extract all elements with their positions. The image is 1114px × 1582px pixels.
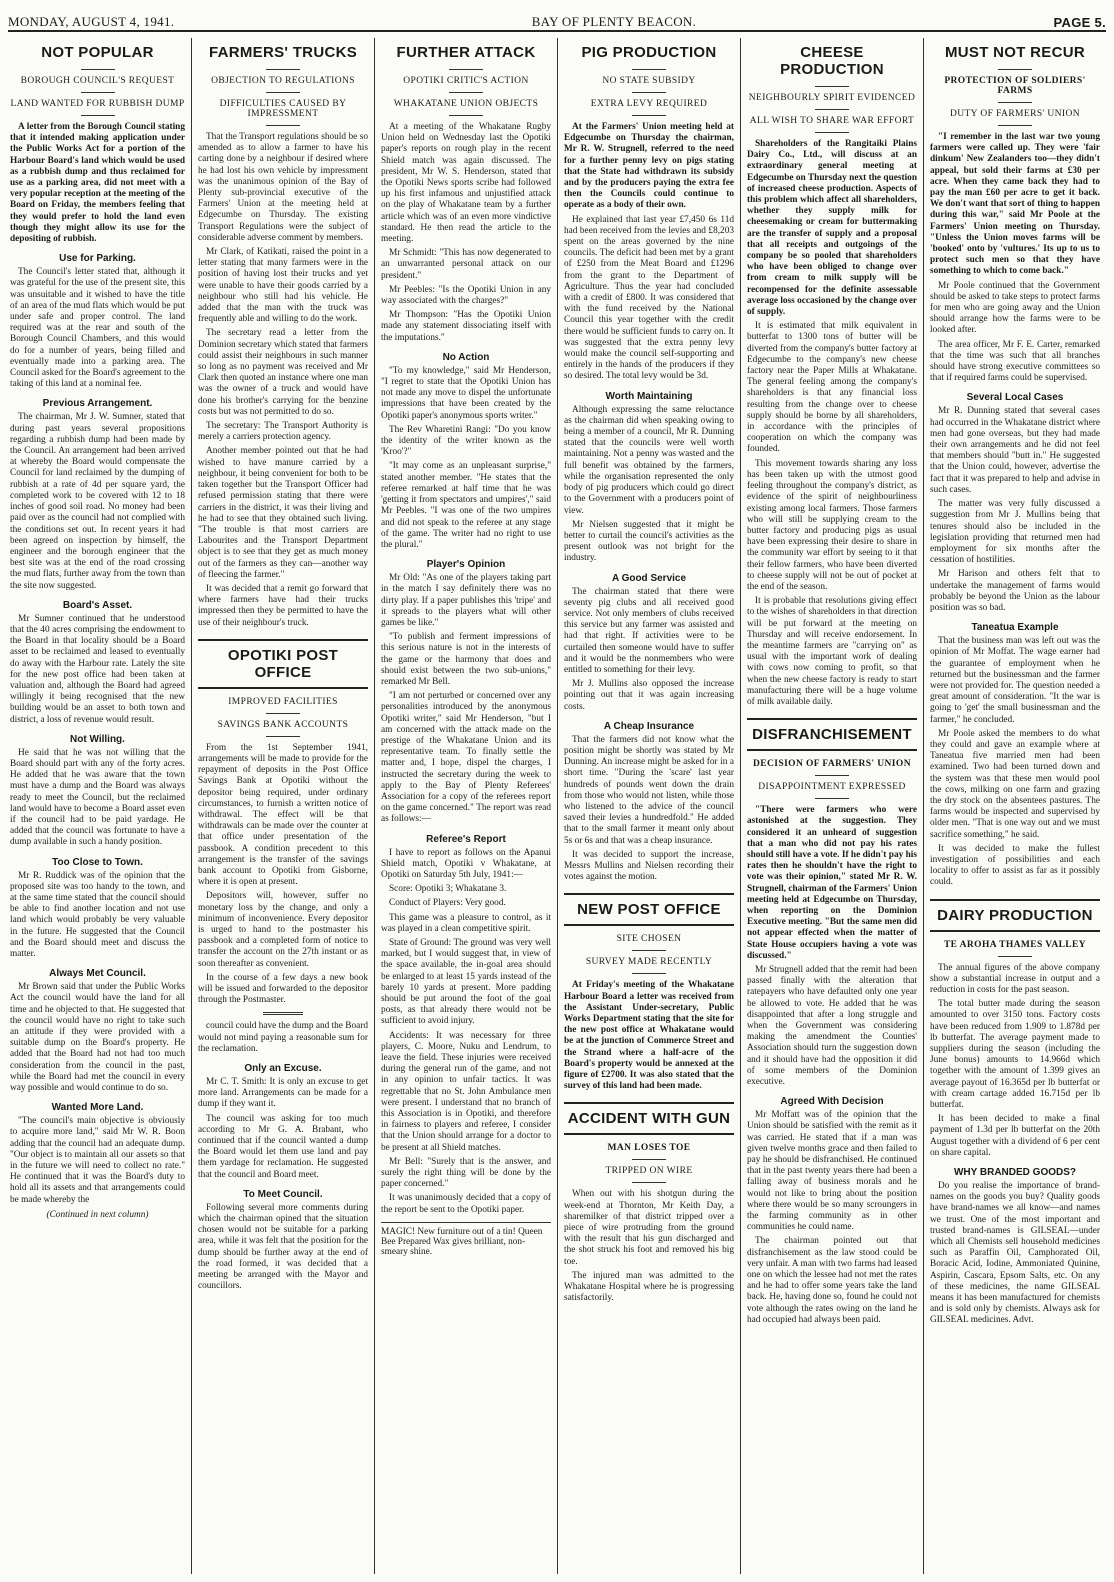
section-heading: Always Met Council. — [49, 968, 146, 980]
paragraph: I have to report as follows on the Apanui Shield match, Opotiki v Whakatane, at Opotiki on Saturday 5th July, 1941:— — [381, 847, 551, 880]
paragraph: Mr Old: "As one of the players taking part in the match I say definitely there was no dirty play. If a paper publishes this 'tripe' and it spreads to the players what will other games be like." — [381, 573, 551, 628]
paragraph: The council was asking for too much according to Mr G. A. Brabant, who continued that if the council wanted a dump the Board would let them use land and pay them yardage for reclamation. He suggested that the council and Board meet. — [198, 1113, 368, 1180]
paragraph: The secretary read a letter from the Dominion secretary which stated that farmers could assist their neighbours in such manner so long as no payment was received and Mr Clark then quoted an instance where one man was the owner of a truck and would have done his brother's carrying for the benzine costs but was not permitted to do so. — [198, 328, 368, 417]
column-5 — [740, 38, 923, 1574]
subhead: OBJECTION TO REGULATIONS — [211, 76, 355, 86]
paragraph: It is probable that resolutions giving effect to the wishes of shareholders in that direction will be put forward at the meeting on Thursday and will receive endorsement. In the meantime farmers are "carrying on" as usual with the important work of dealing with cows now coming to profit, so that when the new cheese factory is ready to start manufacturing there will be a huge volume of milk available daily. — [747, 596, 917, 707]
paragraph: "To publish and ferment impressions of this serious nature is not in the interests of the game or the harmony that does and should exist between the two sub-unions," remarked Mr Bell. — [381, 632, 551, 687]
paragraph: The chairman stated that there were seventy pig clubs and all received good service. Not only members of clubs received this service but any farmer was assisted and had that right. If activities were to be curtailed then someone would have to suffer and it would be the nonmembers who were entitled to something for their levy. — [564, 586, 734, 675]
divider — [815, 109, 849, 110]
masthead — [8, 8, 1106, 32]
paragraph: Accidents: It was necessary for three players, C. Moore, Nuku and Lendrum, to leave the field. These injuries were received during the general run of the game, and not in any opinion to unfair tactics. It was regrettable that no St. John Ambulance men were present. I understand that no branch of this Association is in Opotiki, and therefore in fairness to players and referee, I consider that the Union should arrange for a doctor to be present at all Shield matches. — [381, 1030, 551, 1153]
subhead: MAN LOSES TOE — [607, 1143, 691, 1154]
paragraph: The chairman pointed out that disfranchisement as the law stood could be very unfair. A man with two farms had leased one on which the lessee had not met the rates and he had to offer some years take the land back. He, having done so, found he could not vote although the rates owing on the land he had occupied had always been paid. — [747, 1236, 917, 1325]
section-heading: To Meet Council. — [243, 1188, 323, 1200]
paragraph: Mr Poole continued that the Government should be asked to take steps to protect farms for men who are going away and the Union should arrange how the farms were to be looked after. — [930, 280, 1100, 336]
continued-note: (Continued in next column) — [46, 1209, 149, 1220]
paragraph: It is estimated that milk equivalent in butterfat to 1300 tons of butter will be diverted from the company's butter factory at Edgecumbe to the company's new cheese factory near the Paper Mills at Whakatane. The general feeling among the company's shareholders is that any financial loss resulting from the change over to cheese supply should be borne by all shareholders, in accordance with the principles of cooperation on which the company was founded. — [747, 321, 917, 455]
paragraph: The area officer, Mr F. E. Carter, remarked that the time was such that all branches should have strong executive committees so that if required farms could be supervised. — [930, 339, 1100, 384]
paragraph: Mr Poole asked the members to do what they could and gave an example where at Taneatua five married men had been examined. Two had been turned down and the system was that these men would pool the cows, milking on one farm and grazing the dry stock on the absentees pastures. The farms would be inspected and supervised by older men. "That is one way out and we must sacrifice something," he said. — [930, 728, 1100, 840]
subhead: LAND WANTED FOR RUBBISH DUMP — [10, 99, 185, 109]
divider — [632, 69, 666, 70]
paragraph: Mr Moffatt was of the opinion that the Union should be satisfied with the remit as it was carried. He stated that if a man was given twelve months grace and then failed to pay he should be disfranchised. He continued that in the past twenty years there had been a falling away of business morals and he would not like to bring about the position where there would be so many scroungers in the farming community as in other communities he could name. — [747, 1110, 917, 1233]
paragraph: Mr Thompson: "Has the Opotiki Union made any statement dissociating itself with the imputations." — [381, 310, 551, 343]
paragraph: Mr Brown said that under the Public Works Act the council would have the land for all time and he objected to that. He suggested that the council would have no right to take such an attitude if they were provided with a suitable dump on the Board's property. He added that the Board had not had too much consideration from the council in the past, while the Board had met the council in every way possible and would continue to do so. — [10, 982, 185, 1094]
subhead: DISAPPOINTMENT EXPRESSED — [758, 782, 906, 793]
headline-further-attack: FURTHER ATTACK — [396, 44, 536, 61]
advertisement: Do you realise the importance of brand-names on the goods you buy? Quality goods have brand-names we all know—and names we trust. One of the most important and trusted brand-names is GILSEAL—under which all Chemists sell household medicines such as Paraffin Oil, Camphorated Oil, Boracic Acid, Iodine, Ammoniated Quinine, Aspirin, Cascara, Epsom Salts, etc. On any of these medicines, the name GILSEAL means it has been manufactured for chemists and is sold only by chemists. Always ask for GILSEAL medicines. Advt. — [930, 1181, 1100, 1326]
subhead: PROTECTION OF SOLDIERS' FARMS — [944, 76, 1086, 96]
divider — [815, 86, 849, 87]
section-heading: A Good Service — [611, 572, 687, 584]
divider — [632, 1182, 666, 1183]
paragraph: Mr C. T. Smith: It is only an excuse to get more land. Arrangements can be made for a dump if they want it. — [198, 1077, 368, 1110]
divider — [266, 713, 300, 714]
section-heading: Wanted More Land. — [51, 1102, 144, 1114]
divider — [266, 92, 300, 93]
subhead: SITE CHOSEN — [616, 934, 682, 945]
divider — [632, 1159, 666, 1160]
section-heading: Worth Maintaining — [605, 390, 693, 402]
paragraph: That the business man was left out was the opinion of Mr Moffat. The wage earner had the guarantee of employment when he returned but the businessman and the farmer were not provided for. The question needed a great amount of consideration. "It the war is going to 'get' the small businessman and the farmer," he concluded. — [930, 636, 1100, 725]
paragraph: Following several more comments during which the chairman opined that the situation chosen would not be suitable for a parking area, while it was felt that the position for the dump should be further away at the end of the road formed, it was decided that a meeting be arranged with the Mayor and councillors. — [198, 1202, 368, 1292]
paragraph: council could have the dump and the Board would not mind paying a reasonable sum for the reclamation. — [198, 1021, 368, 1054]
section-heading: Not Willing. — [70, 733, 125, 745]
divider — [815, 132, 849, 133]
section-heading: WHY BRANDED GOODS? — [953, 1167, 1077, 1179]
paragraph: State of Ground: The ground was very well marked, but I would suggest that, in view of the space available, the in-goal area should be enlarged to at least 15 yards instead of the barely 10 yards at present. More padding should be put around the foot of the goal posts, as that already there would not be sufficient to avoid injury. — [381, 938, 551, 1027]
subhead: NO STATE SUBSIDY — [602, 76, 696, 86]
paragraph: At a meeting of the Whakatane Rugby Union held on Wednesday last the Opotiki paper's reports on rough play in the recent Shield match was again discussed. The president, Mr W. S. Henderson, stated that the Opotiki News sports scribe had followed up his first infamous and unjustified attack on the play of Whakatane team by a further article which was of an even more vindictive standard. He then read the article to the meeting. — [381, 122, 551, 245]
paragraph: Mr Sumner continued that he understood that the 40 acres comprising the endowment to the Board in that locality should be a Board asset to be reclaimed and leased to eventually do away with the Harbour rate. Lately the site for the new post office had been taken at valuation and, although the Board had agreed willingly it being recognised that the new building would be an asset to both town and district, a loss of revenue would result. — [10, 613, 185, 725]
section-heading: Taneatua Example — [971, 622, 1059, 634]
subhead: DUTY OF FARMERS' UNION — [949, 109, 1081, 119]
paragraph: Although expressing the same reluctance as the chairman did when speaking owing to being a member of a council, Mr R. Dunning stated that the councils were well worth maintaining. Not a penny was wasted and the full benefit was obtained by the farmers, while the organisation represented the only body of pig producers which could go direct to the Government with a producers point of view. — [564, 404, 734, 516]
divider — [998, 102, 1032, 103]
subhead: NEIGHBOURLY SPIRIT EVIDENCED — [748, 93, 916, 103]
paragraph: When out with his shotgun during the week-end at Thornton, Mr Keith Day, a sharemilker of that district tripped over a piece of wire protruding from the ground with the result that his gun discharged and the shot struck his foot and removed his big toe. — [564, 1189, 734, 1267]
subhead: BOROUGH COUNCIL'S REQUEST — [20, 76, 175, 86]
subhead: OPOTIKI CRITIC'S ACTION — [403, 76, 529, 86]
paragraph: The Council's letter stated that, although it was grateful for the use of the present site, this was unsuitable and it wished to have the title of an area of the mud flats which would be put under safe and proper control. The land required was at the rear and south of the Borough Council Chambers, and this would do for a number of years, being filled and eventually made into a parking area. The Council asked for the Board's agreement to the taking of this land at a nominal fee. — [10, 267, 185, 390]
subhead: SURVEY MADE RECENTLY — [585, 957, 713, 968]
section-heading: Use for Parking. — [59, 253, 136, 265]
advertisement: MAGIC! New furniture out of a tin! Queen Bee Prepared Wax gives brilliant, non-smeary shine. — [381, 1222, 551, 1257]
paper-name: BAY OF PLENTY BEACON. — [531, 14, 697, 29]
subhead: TRIPPED ON WIRE — [605, 1166, 693, 1177]
section-heading: Only an Excuse. — [244, 1063, 322, 1075]
paragraph: It was decided to make the fullest investigation of possibilities and each locality to offer to assist as far as it possibly could. — [930, 843, 1100, 888]
paragraph: The chairman, Mr J. W. Sumner, stated that during past years several propositions regarding a rubbish dump had been made by the Council. An arrangement had been arrived at whereby the Board would compensate the Council for land reclaimed by the dumping of rubbish at a rate of 4d per square yard, the completed work to be covered with 12 to 18 inches of good soil road. No money had been paid over as the council had not complied with the conditions set out. In recent years it had been agreed on inspection by himself, the engineer and the borough engineer that the best site was at the end of the road crossing the mud flats, further away from the town than the site now suggested. — [10, 412, 185, 591]
subhead: TE AROHA THAMES VALLEY — [943, 939, 1087, 950]
divider — [266, 69, 300, 70]
subhead: DECISION OF FARMERS' UNION — [753, 759, 911, 770]
article-lead: At Friday's meeting of the Whakatane Harbour Board a letter was received from the Assistant Under-secretary, Public Works Department stating that the site for the new post office at Whakatane would be at the junction of Commerce Street and the Strand where a half-acre of the Board's property would be annexed at the figure of £2700. It was also stated that the survey of this land had been made. — [564, 980, 734, 1092]
paragraph: The Rev Wharetini Rangi: "Do you know the identity of the writer known as the 'Kroo'?" — [381, 424, 551, 458]
issue-date: MONDAY, AUGUST 4, 1941. — [8, 14, 175, 29]
headline-must-not-recur: MUST NOT RECUR — [944, 44, 1086, 61]
divider — [266, 736, 300, 737]
divider — [449, 92, 483, 93]
divider — [449, 69, 483, 70]
paragraph: The secretary: The Transport Authority is merely a carriers protection agency. — [198, 421, 368, 443]
paragraph: "It may come as an unpleasant surprise," stated another member. "He states that the referee remarked at half time that he was 'getting it from spectators and umpires'," said Mr Peebles. "I was one of the two umpires and did not speak to the referee at any stage of the game. The writer had no right to use the plural." — [381, 461, 551, 550]
divider — [998, 125, 1032, 126]
column-1 — [8, 38, 191, 1574]
divider — [81, 115, 115, 116]
divider — [449, 115, 483, 116]
paragraph: From the 1st September 1941, arrangements will be made to provide for the repayment of deposits in the Post Office Savings Bank at Opotiki without the depositor being required, under ordinary circumstances, to furnish a written notice of withdrawal. The effect will be that withdrawals can be made over the counter at that office under presentation of the passbook. A condition precedent to this arrangement is the transfer of the savings bank account to Opotiki from Gisborne, where it is open at present. — [198, 742, 368, 888]
section-heading: Too Close to Town. — [52, 856, 143, 868]
paragraph: The matter was very fully discussed a suggestion from Mr J. Mullins being that tenures should also be included in the legislation providing that returned men had employment for six months after the cessation of hostilities. — [930, 499, 1100, 566]
subhead: DIFFICULTIES CAUSED BY IMPRESSMENT — [219, 99, 347, 119]
paragraph: "To my knowledge," said Mr Henderson, "I regret to state that the Opotiki Union has not made any move to dispel the unfortunate impressions that have been created by the Opotiki paper's anonymous sports writer." — [381, 365, 551, 421]
paragraph: "I am not perturbed or concerned over any personalities introduced by the anonymous Opotiki writer," said Mr Henderson, "but I am concerned with the attack made on the prestige of the Whakatane Union and its representative team. To finally settle the matter and, I hope, dispel the charges, I instructed the secretary during the week to apply to the Bay of Plenty Referees' Association for a copy of the referees report on the game concerned." The report was read as follows:— — [381, 691, 551, 825]
headline-farmers-trucks: FARMERS' TRUCKS — [208, 44, 358, 61]
section-heading: Several Local Cases — [966, 392, 1064, 404]
column-6 — [923, 38, 1106, 1574]
paragraph: Mr Strugnell added that the remit had been passed finally with the alteration that ratepayers who have defaulted only one year be allowed to vote. He added that he was disappointed that after a long struggle and when the Government was considering making the amendment the Counties' Association should turn the suggestion down and it should have had the opposition it did of some members of the Dominion executive. — [747, 965, 917, 1088]
article-lead: At the Farmers' Union meeting held at Edgecumbe on Thursday the chairman, Mr R. W. Strugnell, referred to the need for a further penny levy on pigs stating that the State had withdrawn its subsidy and by the producers paying the extra fee then the Councils could continue to operate as a body of their own. — [564, 122, 734, 211]
divider — [81, 92, 115, 93]
divider — [815, 775, 849, 776]
paragraph: It has been decided to make a final payment of 1.3d per lb butterfat on the 20th August together with a dividend of 6 per cent on share capital. — [930, 1114, 1100, 1158]
paragraph: Mr Nielsen suggested that it might be better to curtail the council's activities as the present outlook was not bright for the industry. — [564, 519, 734, 564]
paragraph: It was unanimously decided that a copy of the report be sent to the Opotiki paper. — [381, 1193, 551, 1215]
divider — [81, 69, 115, 70]
subhead: WHAKATANE UNION OBJECTS — [393, 99, 539, 109]
article-lead: That the Transport regulations should be so amended as to allow a farmer to have his carting done by a neighbour if desired where he had lost his own vehicle by impressment was the unanimous opinion of the Bay of Plenty sub-provincial executive of the Farmers' Union at the meeting held at Edgecumbe on Thursday. The existing Transport Regulations were the subject of considerable adverse comment by members. — [198, 132, 368, 243]
paragraph: Another member pointed out that he had wished to have manure carried by a neighbour, it being convenient for both to be taken together but the Transport Officer had refused permission stating that there were carriers in the district, it was their living and he had to see that they obtained such living. "The trouble is that most carriers are Labourites and the Transport Department object is to see that they get as much money out of the farmers as they can—another way of fleecing the farmer." — [198, 446, 368, 580]
headline-not-popular: NOT POPULAR — [41, 44, 154, 61]
paragraph: Mr J. Mullins also opposed the increase pointing out that it was again increasing costs. — [564, 679, 734, 712]
article-lead: A letter from the Borough Council stating that it intended making application under the Public Works Act for a portion of the Harbour Board's land which would be used as a rubbish dump and thus reclaimed for use as a parking area, did not meet with a very popular reception at the meeting of the Board on Friday, the members feeling that they would prefer to hold the land even though they might allow its use for the depositing of rubbish. — [10, 122, 185, 245]
section-heading: Previous Arrangement. — [42, 398, 153, 410]
section-heading: Board's Asset. — [62, 599, 133, 611]
divider — [263, 1012, 303, 1015]
divider — [998, 956, 1032, 957]
subhead: SAVINGS BANK ACCOUNTS — [217, 719, 349, 730]
paragraph: Depositors will, however, suffer no monetary loss by the change, and only a minimum of inconvenience. Every depositor is urged to hand to the postmaster his passbook and a completed form of notice to transfer the account on the 27th instant or as soon thereafter as convenient. — [198, 891, 368, 969]
paragraph: The total butter made during the season amounted to over 3150 tons. Factory costs have been reduced from 1.909 to 1.878d per lb butterfat. The average payment made to suppliers during the season (including the June bonus) amounts to 14.966d which together with the amount of 1.399 gives an average payout of 16.365d per lb butterfat or with cream cartage added 16.715d per lb butterfat. — [930, 999, 1100, 1111]
paragraph: Conduct of Players: Very good. — [389, 898, 506, 909]
section-heading: A Cheap Insurance — [603, 720, 695, 732]
paragraph: Mr R. Ruddick was of the opinion that the proposed site was too handy to the town, and at the same time stated that the council should be able to find another location and not use land which would probably be very valuable in the future. He suggested that the Council and the Board should meet and discuss the matter. — [10, 870, 185, 959]
headline-disfranchisement: DISFRANCHISEMENT — [747, 718, 917, 751]
article-lead: "There were farmers who were astonished at the suggestion. They considered it an unheard of suggestion that a man who did not pay his rates should still have a vote. If he didn't pay his rates then he shouldn't have the right to vote was their opinion," stated Mr R. W. Strugnell, chairman of the Farmers' Union meeting held at Edgecumbe on Thursday, when reporting on the Dominion Executive meeting. "But the same men did not appear effected when the matter of State House occupiers having a vote was discussed." — [747, 805, 917, 961]
column-2 — [191, 38, 374, 1574]
section-heading: Referee's Report — [426, 833, 506, 845]
paragraph: Mr Clark, of Katikati, raised the point in a letter stating that many farmers were in the position of having lost their trucks and yet were unable to have their goods carried by a neighbour who still had his vehicle. He added that the man with the truck was frequently able and willing to do the work. — [198, 247, 368, 325]
paragraph: Mr Bell: "Surely that is the answer, and surely the right thing will be done by the paper concerned." — [381, 1156, 551, 1190]
headline-accident-with-gun: ACCIDENT WITH GUN — [564, 1102, 734, 1135]
article-lead: "I remember in the last war two young farmers were called up. They were 'fair dinkum' New Zealanders too—they didn't appeal, but sold their farms at £30 per acre. When they came back they had to pay the man £60 per acre to get it back. We don't want that sort of thing to happen during this war," said Mr Poole at the Farmers' Union meeting on Thursday. "Unless the Union moves farms will be 'booked' onto by 'vultures.' Its up to us to protect such men so that they have something to which to come back." — [930, 132, 1100, 277]
page-number: PAGE 5. — [1053, 15, 1106, 30]
headline-pig-production: PIG PRODUCTION — [581, 44, 717, 61]
paragraph: Mr R. Dunning stated that several cases had occurred in the Whakatane district where men had gone overseas, but they had made their own arrangements and he did not feel that members should "butt in." He suggested that the Union could, however, advertise the fact that it was prepared to help and advise in such cases. — [930, 406, 1100, 495]
paragraph: "The council's main objective is obviously to acquire more land," said Mr W. R. Boon adding that the council had an adequate dump. "Our object is to maintain all our assets so that in the future we will need to collect no rate." He continued that it was the Board's duty to hold all its assets and that arrangements could be made whereby the — [10, 1116, 185, 1205]
paragraph: He said that he was not willing that the Board should part with any of the forty acres. He added that he was aware that the town must have a dump and the Board was always ready to meet the Council, but the reclaimed land would have to become a Board asset even if the council had to be paid yardage. He added that the council was fortunate to have a dump available in such a handy position. — [10, 747, 185, 848]
paragraph: In the course of a few days a new book will be issued and forwarded to the depositor through the Postmaster. — [198, 972, 368, 1006]
divider — [632, 973, 666, 974]
paragraph: This movement towards sharing any loss has been taken up with the utmost good feeling throughout the company's district, as evidence of the spirit of neighbourliness existing among local farmers. Those farmers who will still be supplying cream to the butter factory and producing pigs as usual have been expressing their desire to share in the community war effort by seeing to it that their fellow farmers, who have been diverted to cheese supply will not be out of pocket at the end of the season. — [747, 458, 917, 592]
divider — [632, 115, 666, 116]
section-heading: No Action — [442, 351, 490, 363]
paragraph: This game was a pleasure to control, as it was played in a clean competitive spirit. — [381, 912, 551, 934]
subhead: EXTRA LEVY REQUIRED — [590, 99, 708, 109]
section-heading: Player's Opinion — [426, 559, 506, 571]
paragraph: It was decided that a remit go forward that where farmers have had their trucks impressed then they be permitted to have the use of their neighbour's truck. — [198, 583, 368, 628]
paragraph: Mr Harison and others felt that to undertake the management of farms would probably be beyond the Union as the labour position was so bad. — [930, 569, 1100, 613]
paragraph: Mr Schmidt: "This has now degenerated to an unwarranted personal attack on our president." — [381, 248, 551, 281]
paragraph: Mr Peebles: "Is the Opotiki Union in any way associated with the charges?" — [381, 284, 551, 307]
headline-cheese-production: CHEESE PRODUCTION — [780, 44, 884, 78]
divider — [632, 92, 666, 93]
headline-new-post-office: NEW POST OFFICE — [564, 893, 734, 926]
divider — [815, 798, 849, 799]
paragraph: The injured man was admitted to the Whakatane Hospital where he is progressing satisfactorily. — [564, 1270, 734, 1304]
paragraph: The annual figures of the above company show a substantial increase in output and a reduction in costs for the past season. — [930, 962, 1100, 995]
headline-opotiki-post-office: OPOTIKI POST OFFICE — [198, 639, 368, 689]
article-lead: Shareholders of the Rangitaiki Plains Dairy Co., Ltd., will discuss at an extraordinary general meeting at Edgecumbe on Thursday next the question of increased cheese production. Aspects of this problem which affect all shareholders, whether they supply milk for cheesemaking or cream for buttermaking are the transfer of supply and a proposal that all receipts and outgoings of the company be so pooled that shareholders who have been obliged to change over from cream to milk supply will be recompensed for the definite assessable average loss occasioned by the change over of supply. — [747, 139, 917, 318]
section-heading: Agreed With Decision — [780, 1096, 884, 1108]
paragraph: It was decided to support the increase, Messrs Mullins and Nielsen recording their votes against the motion. — [564, 849, 734, 883]
paragraph: Score: Opotiki 3; Whakatane 3. — [389, 884, 507, 895]
paragraph: He explained that last year £7,450 6s 11d had been received from the levies and £8,203 spent on the areas governed by the nine councils. The deficit had been met by a grant of £250 from the Meat Board and £1296 from the grant to the Department of Agriculture. Thus the year had concluded with a credit of £800. It was considered that with the fund received by the National Council this year together with the credit there would be sufficient funds to carry on. It was suggested that the extra penny levy would make the council self-supporting and entirely in the hands of the producers if they so desired. The total levy would be 3d. — [564, 214, 734, 382]
column-4 — [557, 38, 740, 1574]
paragraph: That the farmers did not know what the position might be shortly was stated by Mr Dunning. An increase might be asked for in a short time. "During the 'scare' last year hundreds of pounds went down the drain from those who would not listen, while those who listened to the advice of the council saved their levies a hundredfold." He added that to the small farmer it meant only about 5s or 6s and that was a cheap insurance. — [564, 734, 734, 846]
divider — [998, 69, 1032, 70]
subhead: ALL WISH TO SHARE WAR EFFORT — [749, 116, 915, 126]
column-3 — [374, 38, 557, 1574]
subhead: IMPROVED FACILITIES — [228, 696, 338, 707]
divider — [266, 125, 300, 126]
headline-dairy-production: DAIRY PRODUCTION — [930, 899, 1100, 932]
divider — [632, 950, 666, 951]
